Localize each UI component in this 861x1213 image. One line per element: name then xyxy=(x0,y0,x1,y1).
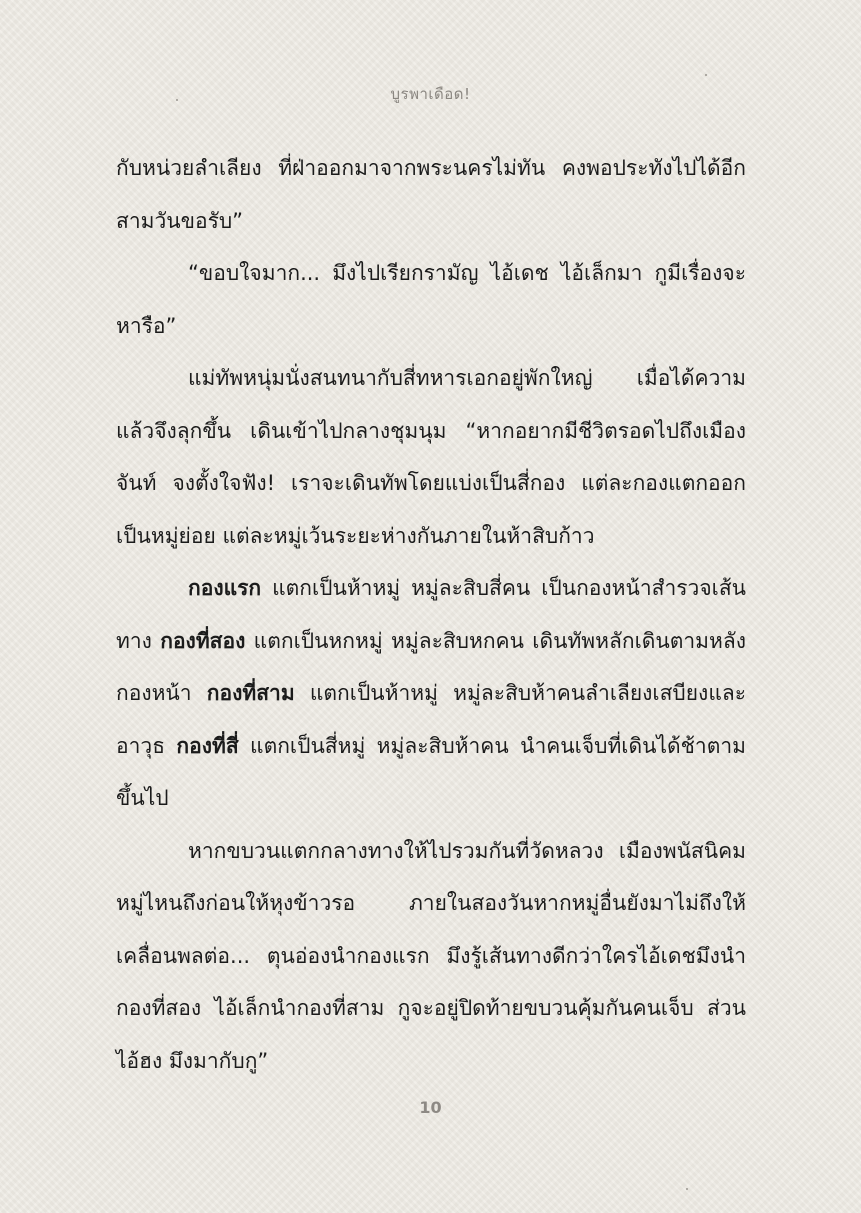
paper-speck xyxy=(686,1188,688,1190)
page-number: 10 xyxy=(419,1098,442,1117)
bold-heading-text: กองที่สาม xyxy=(206,681,295,705)
bold-heading-text: กองแรก xyxy=(188,576,262,600)
paragraph-text: แตกเป็นห้าหมู่ หมู่ละสิบห้าคนลำเลียงเสบียงและอาวุธ xyxy=(116,681,746,758)
running-header: บูรพาเดือด! xyxy=(390,85,471,103)
paragraph-text: กับหน่วยลำเลียง ที่ฝ่าออกมาจากพระนครไม่ทัน คงพอประทังไปได้อีกสามวันขอรับ” xyxy=(116,156,746,233)
paragraph-text: แตกเป็นสี่หมู่ หมู่ละสิบห้าคน นำคนเจ็บที่เดินได้ช้าตามขึ้นไป xyxy=(116,733,746,810)
paragraph-text: แตกเป็นหกหมู่ หมู่ละสิบหกคน เดินทัพหลักเดินตามหลังกองหน้า xyxy=(116,628,746,705)
bold-heading-text: กองที่สอง xyxy=(160,628,246,653)
paragraph-text: แตกเป็นห้าหมู่ หมู่ละสิบสี่คน เป็นกองหน้าสำรวจเส้นทาง xyxy=(116,576,746,653)
paragraph xyxy=(116,142,746,247)
body-text xyxy=(116,142,746,1087)
paragraph-text: หากขบวนแตกกลางทางให้ไปรวมกันที่วัดหลวง เมืองพนัสนิคม หมู่ไหนถึงก่อนให้หุงข้าวรอ ภายในสองวันหากหมู่อื่นยังมาไม่ถึงให้เคลื่อนพลต่อ... ตุนอ่องนำกองแรก มึงรู้เส้นทางดีกว่าใครไอ้เดชมึงนำกองที่สอง ไอ้เล็กนำกองที่สาม กูจะอยู่ปิดท้ายขบวนคุ้มกันคนเจ็บ ส่วนไอ้ฮง มึงมากับกู” xyxy=(116,838,746,1073)
paper-speck xyxy=(705,74,707,76)
paragraph-text: “ขอบใจมาก... มึงไปเรียกรามัญ ไอ้เดช ไอ้เล็กมา กูมีเรื่องจะหารือ” xyxy=(116,261,746,338)
paragraph xyxy=(116,352,746,562)
paragraph xyxy=(116,825,746,1088)
paragraph xyxy=(116,562,746,825)
paper-speck xyxy=(176,99,178,101)
bold-heading-text: กองที่สี่ xyxy=(176,733,239,758)
paragraph-text: แม่ทัพหนุ่มนั่งสนทนากับสี่ทหารเอกอยู่พักใหญ่ เมื่อได้ความแล้วจึงลุกขึ้น เดินเข้าไปกลางชุมนุม “หากอยากมีชีวิตรอดไปถึงเมืองจันท์ จงตั้งใจฟัง! เราจะเดินทัพโดยแบ่งเป็นสี่กอง แต่ละกองแตกออกเป็นหมู่ย่อย แต่ละหมู่เว้นระยะห่างกันภายในห้าสิบก้าว xyxy=(116,366,746,548)
paragraph xyxy=(116,247,746,352)
